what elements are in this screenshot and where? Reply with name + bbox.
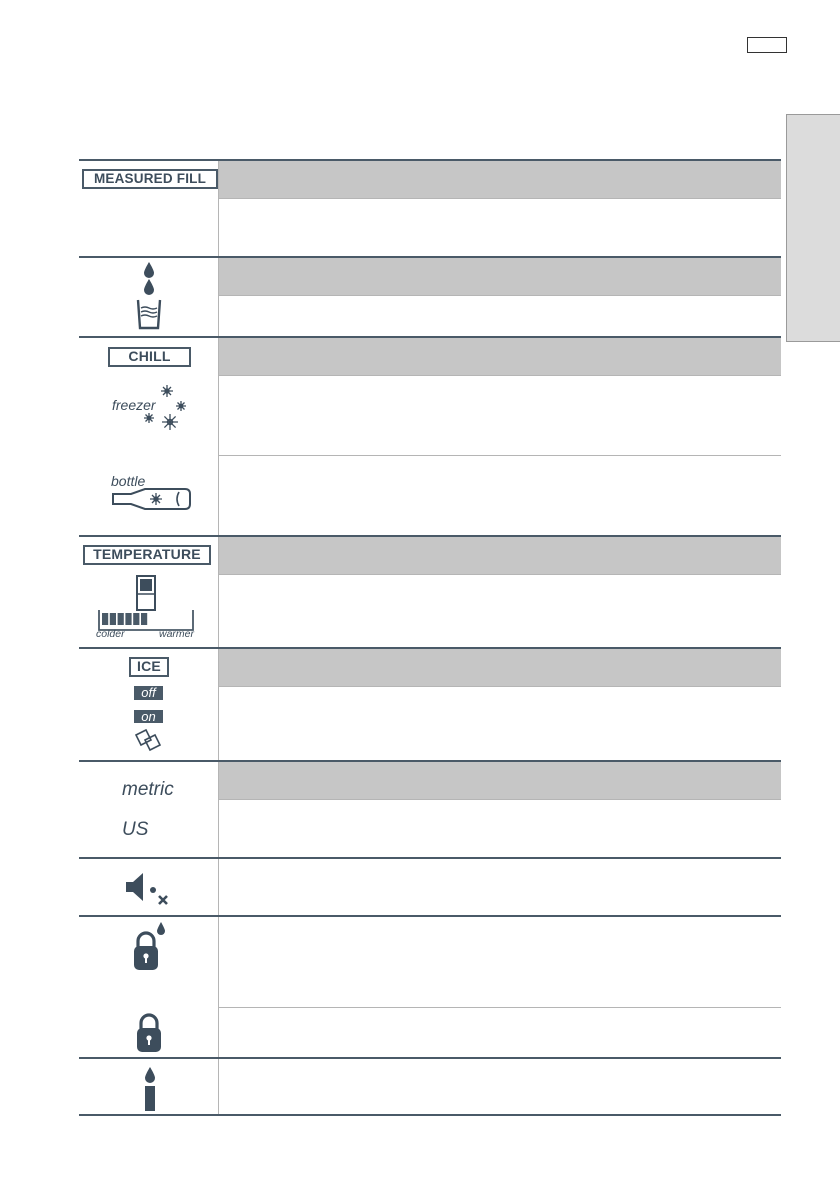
temperature-segment	[133, 613, 139, 625]
header-band	[219, 762, 781, 799]
section-tab	[786, 114, 840, 342]
sub-rule	[219, 799, 781, 800]
temperature-segment	[110, 613, 116, 625]
metric-label: metric	[122, 779, 174, 800]
sub-rule	[219, 1007, 781, 1008]
warmer-label: warmer	[159, 628, 195, 640]
sub-rule	[219, 375, 781, 376]
header-band	[219, 649, 781, 686]
temperature-segment	[125, 613, 131, 625]
lock-water-icon	[79, 917, 218, 979]
row-rule	[79, 1114, 781, 1116]
ice-label: ICE	[129, 657, 169, 677]
temperature-segment	[102, 613, 108, 625]
on-badge: on	[134, 710, 163, 723]
snowflake-icon	[79, 381, 218, 441]
lock-icon	[79, 1009, 218, 1057]
sub-rule	[219, 295, 781, 296]
mute-icon	[79, 859, 218, 915]
off-badge: off	[134, 686, 163, 700]
sub-rule	[219, 574, 781, 575]
drops-glass-icon	[79, 258, 218, 336]
fridge-icon	[79, 572, 218, 612]
sub-rule	[219, 686, 781, 687]
bottle-label: bottle	[111, 473, 146, 489]
chill-label: CHILL	[108, 347, 191, 367]
freezer-label: freezer	[112, 397, 156, 413]
bottle-icon	[79, 485, 218, 515]
column-divider	[218, 159, 219, 1116]
header-band	[219, 258, 781, 295]
temperature-segment	[118, 613, 124, 625]
measured-fill-label: MEASURED FILL	[82, 169, 218, 189]
sub-rule	[219, 198, 781, 199]
colder-label: colder	[96, 628, 125, 640]
icon-table	[79, 159, 781, 1118]
sub-rule	[219, 455, 781, 456]
header-band	[219, 338, 781, 375]
header-band	[219, 537, 781, 574]
temperature-segment	[141, 613, 147, 625]
header-band	[219, 161, 781, 198]
us-label: US	[122, 819, 149, 840]
page-number-box	[747, 37, 787, 53]
candle-icon	[79, 1059, 218, 1115]
ice-cubes-icon	[79, 727, 218, 755]
temperature-label: TEMPERATURE	[83, 545, 211, 565]
